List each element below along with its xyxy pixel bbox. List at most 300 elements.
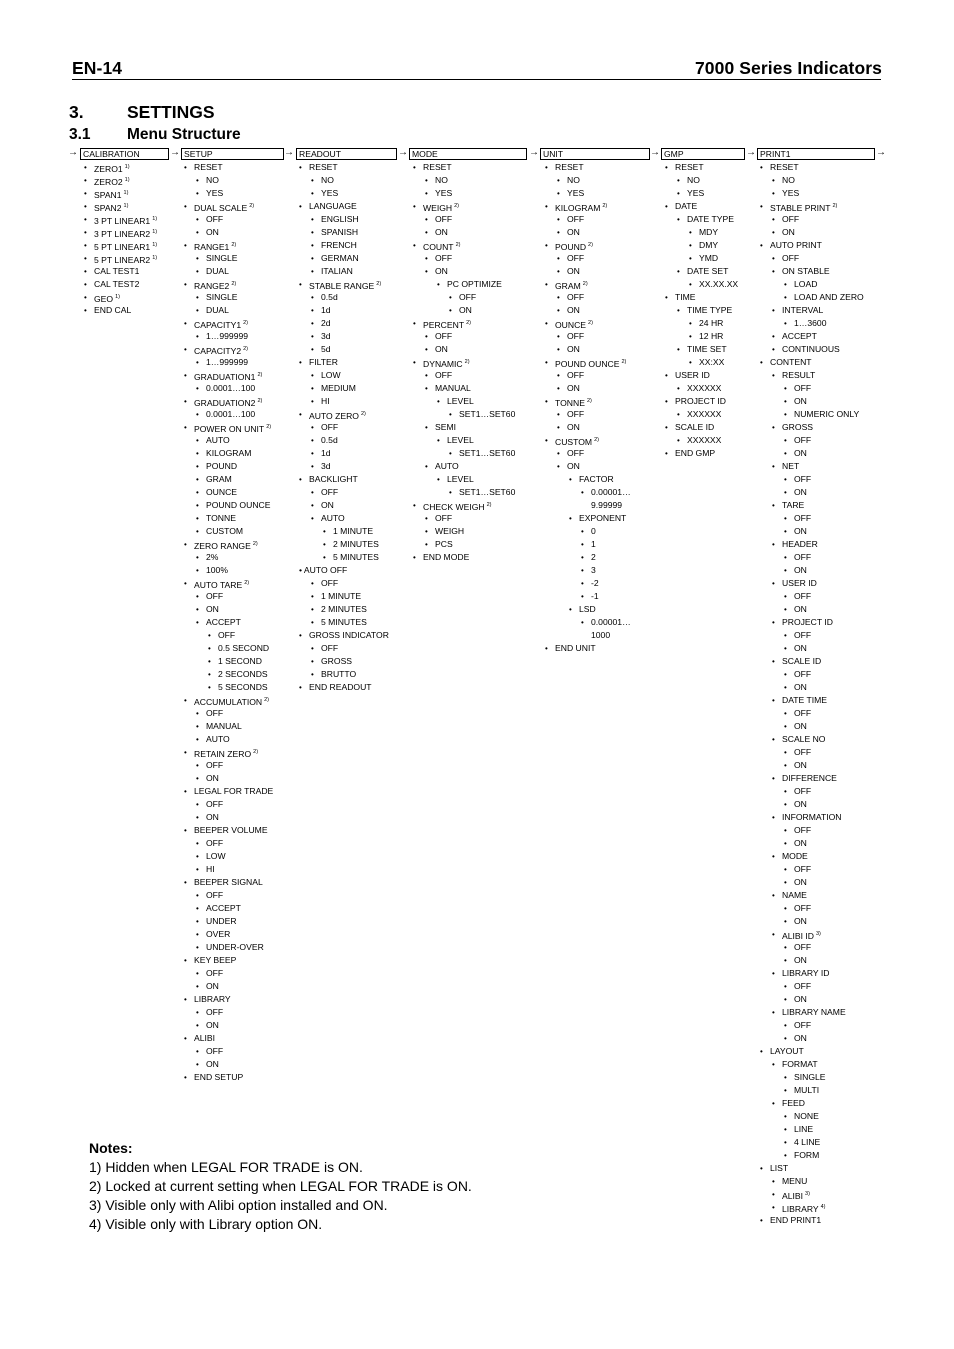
menu-item: [206, 967, 273, 980]
menu-item: [206, 902, 273, 915]
menu-item: [782, 265, 864, 278]
menu-item-label: OFF: [782, 214, 800, 224]
menu-item: [206, 499, 273, 512]
menu-item: [206, 356, 273, 369]
menu-item: [94, 226, 157, 239]
menu-item-label: DYNAMIC: [423, 359, 463, 369]
menu-item-label: ALIBI ID: [782, 931, 814, 941]
menu-item: [447, 395, 515, 408]
menu-item: [782, 772, 864, 785]
menu-item-label: GERMAN: [321, 253, 359, 263]
menu-item: [321, 603, 389, 616]
footnote-ref: 1): [115, 294, 120, 300]
menu-item: [770, 1214, 864, 1227]
footnote-ref: 2): [455, 242, 461, 248]
footnote-ref: 1): [152, 242, 158, 248]
menu-item-label: 0.5d: [321, 435, 338, 445]
footnote-ref: 2): [588, 242, 593, 248]
menu-item: [423, 161, 515, 174]
menu-item-label: SINGLE: [206, 253, 238, 263]
menu-item-label: OFF: [794, 708, 812, 718]
menu-item: [459, 408, 515, 421]
footnote-ref: 4): [820, 1204, 826, 1210]
menu-item: [770, 1045, 864, 1058]
menu-item: [423, 499, 515, 512]
menu-item: [567, 343, 631, 356]
menu-item: [794, 1032, 864, 1045]
menu-item: [321, 226, 389, 239]
menu-item-label: ON: [206, 604, 219, 614]
footnote-ref: 2): [486, 502, 492, 508]
menu-item: [206, 837, 273, 850]
menu-item-label: NAME: [782, 890, 807, 900]
menu-item: [675, 395, 738, 408]
menu-item: [206, 759, 273, 772]
menu-item: [194, 993, 273, 1006]
footnote-ref: 1): [124, 177, 130, 183]
menu-item-label: ON: [567, 305, 580, 315]
menu-item: [794, 681, 864, 694]
flow-arrow: →: [650, 147, 660, 158]
menu-item: [447, 473, 515, 486]
menu-item-label: GROSS INDICATOR: [309, 630, 389, 640]
menu-item: [794, 668, 864, 681]
menu-item-label: YES: [687, 188, 705, 198]
menu-item: [782, 252, 864, 265]
menu-item-label: 1d: [321, 448, 331, 458]
menu-item: [459, 291, 515, 304]
menu-item: [699, 239, 738, 252]
menu-item: [435, 330, 515, 343]
menu-item: [321, 668, 389, 681]
menu-item-label: ON: [206, 1059, 219, 1069]
footnote-ref: 2): [621, 359, 627, 365]
menu-item: [321, 252, 389, 265]
menu-item: [794, 434, 864, 447]
footnote-ref: 2): [466, 320, 471, 326]
menu-item: [782, 460, 864, 473]
menu-item: [194, 785, 273, 798]
menu-item: [687, 187, 738, 200]
menu-item-label: GRAM: [206, 474, 232, 484]
menu-item: [94, 200, 157, 213]
menu-item: [206, 798, 273, 811]
menu-item-label: 0.00001…: [591, 617, 631, 627]
menu-item: [309, 161, 389, 174]
footnote-ref: 1): [152, 255, 158, 261]
note-4: 4) Visible only with Library option ON.: [89, 1216, 323, 1232]
menu-item-label: OFF: [206, 214, 224, 224]
menu-item-label: ON: [435, 344, 448, 354]
menu-item-label: LOW: [321, 370, 341, 380]
menu-item-label: 5 SECONDS: [218, 682, 268, 692]
menu-item: [321, 395, 389, 408]
menu-item-label: ON: [794, 396, 807, 406]
menu-item: [423, 200, 515, 213]
menu-item-label: OFF: [567, 331, 585, 341]
menu-item-label: RESET: [675, 162, 704, 172]
menu-item: [794, 1019, 864, 1032]
menu-item-label: LAYOUT: [770, 1046, 804, 1056]
menu-item: [675, 447, 738, 460]
menu-item: [567, 447, 631, 460]
footnote-ref: 1): [123, 203, 129, 209]
menu-item: [794, 317, 864, 330]
footnote-ref: 1): [152, 229, 158, 235]
menu-item-label: CAL TEST1: [94, 266, 140, 276]
menu-item-label: LOAD: [794, 279, 818, 289]
menu-item: [591, 577, 631, 590]
menu-item-label: 24 HR: [699, 318, 724, 328]
menu-item: [206, 473, 273, 486]
menu-item: [194, 694, 273, 707]
menu-item-label: 3d: [321, 461, 331, 471]
menu-item: [206, 382, 273, 395]
menu-item: [794, 980, 864, 993]
menu-item-label: LIBRARY: [194, 994, 231, 1004]
menu-item: [782, 304, 864, 317]
menu-item-label: ACCEPT: [206, 903, 241, 913]
menu-item: [435, 421, 515, 434]
menu-item-label: NONE: [794, 1111, 819, 1121]
menu-item: [435, 512, 515, 525]
menu-item-label: USER ID: [675, 370, 710, 380]
menu-item-label: TARE: [782, 500, 805, 510]
menu-item-label: 100%: [206, 565, 228, 575]
menu-item-label: ON: [794, 799, 807, 809]
menu-item: [194, 161, 273, 174]
menu-item: [206, 330, 273, 343]
menu-item-label: RESET: [770, 162, 799, 172]
menu-item-label: YES: [321, 188, 339, 198]
menu-item-label: ON: [794, 487, 807, 497]
menu-item: [567, 304, 631, 317]
menu-item: [794, 395, 864, 408]
menu-item-label: DATE SET: [687, 266, 729, 276]
menu-item-label: TIME SET: [687, 344, 727, 354]
menu-item: [687, 304, 738, 317]
menu-item: [206, 447, 273, 460]
footnote-ref: 2): [231, 281, 237, 287]
menu-item: [321, 187, 389, 200]
menu-item: [206, 551, 273, 564]
menu-item-label: END CAL: [94, 305, 132, 315]
footnote-ref: 2): [243, 320, 249, 326]
menu-item-label: ALIBI: [782, 1191, 804, 1201]
menu-item: [687, 382, 738, 395]
menu-item-label: BEEPER SIGNAL: [194, 877, 263, 887]
menu-item: [579, 473, 631, 486]
menu-item: [794, 1149, 864, 1162]
menu-item-label: POUND OUNCE: [555, 359, 620, 369]
menu-item-label: LIBRARY ID: [782, 968, 830, 978]
menu-item: [94, 252, 157, 265]
menu-item: [782, 928, 864, 941]
menu-item-label: ON: [435, 266, 448, 276]
menu-item: [555, 278, 631, 291]
menu-item-label: OFF: [794, 552, 812, 562]
menu-item-label: DATE TYPE: [687, 214, 734, 224]
menu-items-calibration: [94, 161, 157, 317]
menu-item: [321, 577, 389, 590]
menu-box-calibration: CALIBRATION: [80, 148, 169, 160]
menu-item: [206, 512, 273, 525]
menu-item-label: OFF: [321, 643, 339, 653]
menu-item-label: KEY BEEP: [194, 955, 237, 965]
menu-items-gmp: [675, 161, 738, 460]
menu-item-label: MANUAL: [206, 721, 242, 731]
menu-item: [435, 538, 515, 551]
menu-item: [321, 317, 389, 330]
menu-item-label: ON: [794, 643, 807, 653]
menu-item-label: OVER: [206, 929, 231, 939]
menu-item: [794, 798, 864, 811]
menu-item-label: SET1…SET60: [459, 448, 516, 458]
menu-item: [194, 369, 273, 382]
menu-item: [591, 525, 631, 538]
menu-item: [794, 941, 864, 954]
document-title: 7000 Series Indicators: [694, 58, 882, 78]
menu-item-label: OFF: [794, 903, 812, 913]
section-heading-settings: [69, 102, 369, 126]
menu-item: [206, 564, 273, 577]
menu-item-label: 5 PT LINEAR1: [94, 242, 151, 252]
menu-item: [675, 421, 738, 434]
footnote-ref: 2): [264, 697, 270, 703]
menu-item-label: 5 MINUTES: [321, 617, 367, 627]
menu-item: [794, 408, 864, 421]
menu-item: [782, 1006, 864, 1019]
menu-item: [194, 200, 273, 213]
menu-item: [206, 1019, 273, 1032]
menu-item: [675, 161, 738, 174]
menu-item-label: EXPONENT: [579, 513, 627, 523]
menu-item: [770, 356, 864, 369]
menu-item-label: HI: [206, 864, 215, 874]
menu-item: [675, 369, 738, 382]
menu-item: [423, 551, 515, 564]
menu-item-label: 1…999999: [206, 331, 249, 341]
menu-item-label: FRENCH: [321, 240, 357, 250]
footnote-ref: 2): [454, 203, 460, 209]
menu-item-label: 2 MINUTES: [321, 604, 367, 614]
menu-item: [699, 278, 738, 291]
menu-item-label: PROJECT ID: [675, 396, 726, 406]
menu-item-label: INTERVAL: [782, 305, 824, 315]
menu-item-label: DIFFERENCE: [782, 773, 837, 783]
menu-item-label: LEVEL: [447, 474, 474, 484]
menu-item-label: ACCEPT: [206, 617, 241, 627]
menu-item: [218, 655, 273, 668]
menu-box-mode: MODE: [409, 148, 527, 160]
menu-item-label: 2 SECONDS: [218, 669, 268, 679]
menu-item-label: 1 MINUTE: [333, 526, 374, 536]
menu-item-label: OFF: [794, 786, 812, 796]
menu-item-label: ON: [567, 422, 580, 432]
menu-item-label: NO: [435, 175, 448, 185]
menu-item-label: 5 MINUTES: [333, 552, 379, 562]
menu-item-label: NO: [206, 175, 219, 185]
menu-item-label: 1…3600: [794, 318, 827, 328]
menu-item-label: OFF: [794, 1020, 812, 1030]
menu-item-label: NO: [687, 175, 700, 185]
menu-item-label: BACKLIGHT: [309, 474, 358, 484]
menu-item: [782, 694, 864, 707]
menu-item: [435, 265, 515, 278]
menu-item-label: OFF: [321, 578, 339, 588]
menu-item: [435, 369, 515, 382]
menu-item: [206, 1058, 273, 1071]
menu-item-label: OFF: [206, 890, 224, 900]
menu-item: [782, 1175, 864, 1188]
menu-item: [794, 785, 864, 798]
menu-item: [435, 525, 515, 538]
notes-block: [89, 1139, 472, 1234]
menu-item-label: XXXXXX: [687, 409, 722, 419]
menu-item: [782, 226, 864, 239]
menu-item: [591, 629, 631, 642]
menu-item-label: CAPACITY1: [194, 320, 242, 330]
menu-item: [794, 525, 864, 538]
menu-item-label: RESET: [309, 162, 338, 172]
menu-item-label: TONNE: [555, 398, 585, 408]
menu-item: [206, 252, 273, 265]
menu-item-label: LEVEL: [447, 396, 474, 406]
menu-item: [94, 278, 157, 291]
footnote-ref: 2): [257, 372, 263, 378]
menu-item: [794, 551, 864, 564]
menu-item-label: FORM: [794, 1150, 820, 1160]
menu-item: [782, 187, 864, 200]
menu-item: [794, 915, 864, 928]
menu-item-label: 0.00001…: [591, 487, 631, 497]
menu-items-print1: [770, 161, 864, 1227]
menu-item-label: BEEPER VOLUME: [194, 825, 268, 835]
menu-item: [321, 616, 389, 629]
subsection-title: Menu Structure: [127, 126, 241, 143]
menu-item-label: ZERO RANGE: [194, 541, 251, 551]
menu-item-label: LIBRARY: [782, 1204, 819, 1214]
menu-item: [567, 213, 631, 226]
menu-item: [794, 278, 864, 291]
menu-item: [567, 408, 631, 421]
menu-item: [567, 265, 631, 278]
menu-item: [794, 1071, 864, 1084]
menu-item: [435, 174, 515, 187]
menu-item-label: RESET: [194, 162, 223, 172]
menu-item-label: 3 PT LINEAR2: [94, 229, 151, 239]
menu-item-label: SCALE ID: [675, 422, 715, 432]
footnote-ref: 2): [244, 580, 250, 586]
menu-item: [699, 226, 738, 239]
menu-item: [94, 265, 157, 278]
menu-item: [794, 746, 864, 759]
menu-item-label: FORMAT: [782, 1059, 818, 1069]
menu-item-label: END SETUP: [194, 1072, 244, 1082]
menu-item-label: TIME TYPE: [687, 305, 733, 315]
menu-item: [194, 577, 273, 590]
menu-item-label: CONTENT: [770, 357, 812, 367]
menu-item: [555, 200, 631, 213]
menu-item: [782, 655, 864, 668]
menu-item-label: PROJECT ID: [782, 617, 833, 627]
menu-item-label: ON: [206, 981, 219, 991]
menu-item: [321, 239, 389, 252]
menu-item: [194, 421, 273, 434]
menu-item: [194, 824, 273, 837]
menu-item-label: OUNCE: [206, 487, 238, 497]
menu-item: [94, 239, 157, 252]
menu-item-label: MDY: [699, 227, 719, 237]
menu-item: [435, 343, 515, 356]
menu-item-label: ON: [567, 266, 580, 276]
menu-item: [194, 1032, 273, 1045]
flow-arrow: →: [398, 147, 408, 158]
menu-item-label: OFF: [206, 591, 224, 601]
menu-item: [794, 824, 864, 837]
menu-item-label: HEADER: [782, 539, 818, 549]
notes-heading: Notes:: [89, 1140, 133, 1156]
menu-item: [555, 239, 631, 252]
menu-item: [309, 681, 389, 694]
menu-item: [555, 317, 631, 330]
menu-item: [782, 343, 864, 356]
menu-item-label: END PRINT1: [770, 1215, 822, 1225]
menu-item: [194, 395, 273, 408]
menu-item-label: OFF: [567, 214, 585, 224]
menu-item-label: USER ID: [782, 578, 817, 588]
menu-item: [321, 421, 389, 434]
menu-box-unit: UNIT: [540, 148, 650, 160]
menu-item: [94, 291, 157, 304]
menu-item-label: ON: [794, 526, 807, 536]
menu-item-label: AUTO ZERO: [309, 411, 359, 421]
menu-item-label: INFORMATION: [782, 812, 842, 822]
note-2: 2) Locked at current setting when LEGAL FOR TRADE is ON.: [89, 1178, 472, 1194]
menu-item: [591, 486, 631, 499]
menu-item-label: RETAIN ZERO: [194, 749, 252, 759]
menu-item-label: SET1…SET60: [459, 409, 516, 419]
menu-item: [321, 291, 389, 304]
menu-item-label: UNDER: [206, 916, 237, 926]
menu-item-label: LOW: [206, 851, 226, 861]
menu-item-label: MULTI: [794, 1085, 820, 1095]
menu-item-label: POUND: [555, 242, 587, 252]
menu-item-label: END READOUT: [309, 682, 372, 692]
footnote-ref: 2): [832, 203, 838, 209]
menu-item-label: ON: [206, 773, 219, 783]
menu-item: [579, 512, 631, 525]
menu-item: [321, 213, 389, 226]
menu-item: [206, 733, 273, 746]
menu-item-label: STABLE RANGE: [309, 281, 375, 291]
menu-item-label: WEIGH: [423, 203, 453, 213]
menu-item: [567, 421, 631, 434]
menu-item: [206, 1045, 273, 1058]
menu-item: [333, 525, 389, 538]
menu-item-label: LEGAL FOR TRADE: [194, 786, 274, 796]
menu-item-label: OFF: [794, 383, 812, 393]
menu-item: [782, 421, 864, 434]
menu-item-label: LIST: [770, 1163, 789, 1173]
footnote-ref: 2): [252, 541, 258, 547]
menu-item: [321, 642, 389, 655]
menu-item: [782, 174, 864, 187]
menu-item: [794, 837, 864, 850]
menu-item-label: 2%: [206, 552, 219, 562]
menu-item: [567, 252, 631, 265]
menu-box-setup: SETUP: [181, 148, 284, 160]
